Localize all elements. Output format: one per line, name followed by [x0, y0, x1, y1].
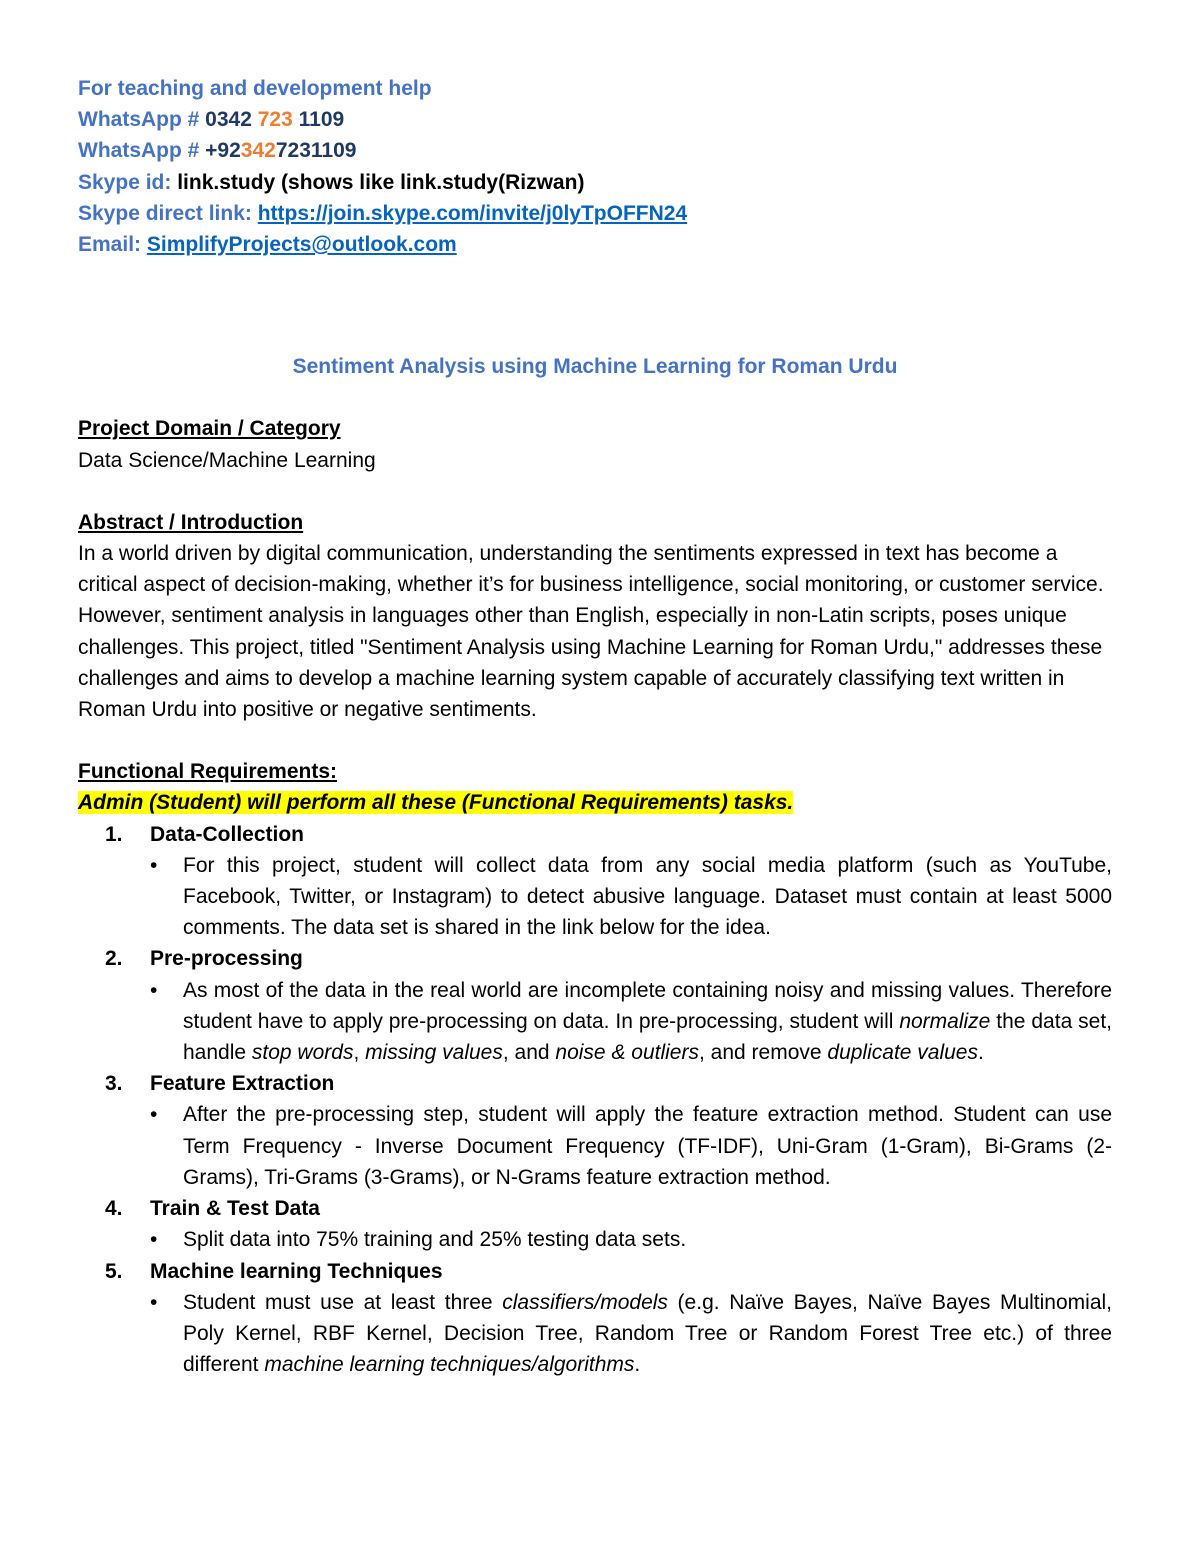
skype-link-line [78, 198, 1112, 229]
skype-id: link.study (shows like link.study(Rizwan) [177, 170, 585, 194]
bullet-text [150, 975, 1112, 1069]
skype-label: Skype id: [78, 170, 178, 194]
italic-run: noise & outliers [555, 1041, 699, 1065]
abstract-heading: Abstract / Introduction [78, 510, 304, 534]
italic-run: duplicate values [827, 1041, 978, 1065]
skype-id-line [78, 167, 1112, 198]
whatsapp-number-part: 342 [240, 139, 276, 163]
domain-heading: Project Domain / Category [78, 417, 341, 441]
bullet-text: • After the pre-processing step, student will apply the feature extraction method. Student can use Term Frequency - Inverse Document Frequency (TF-IDF), Uni-Gram (1-Gram), Bi-Grams (2-Grams), Tri-Grams (3-Grams), or N-Grams feature extraction method. [150, 1099, 1112, 1193]
requirements-list [78, 819, 1112, 1381]
text-run: , [353, 1041, 366, 1065]
item-title: Feature Extraction [150, 1072, 335, 1096]
text-run: Student must use at least three [183, 1290, 503, 1314]
abstract-text: In a world driven by digital communication, understanding the sentiments expressed in text has become a critical aspect of decision-making, whether it’s for business intelligence, social monitoring, or customer service. However, sentiment analysis in languages other than English, especially in non-Latin scripts, poses unique challenges. This project, titled "Sentiment Analysis using Machine Learning for Roman Urdu," addresses these challenges and aims to develop a machine learning system capable of accurately classifying text written in Roman Urdu into positive or negative sentiments. [78, 542, 1104, 722]
list-item [78, 1068, 1112, 1193]
text-run: As most of the data in the real world are incomplete containing noisy and missing values. Therefore student have to apply pre-processing on data. In pre-processing, student will [183, 978, 1112, 1033]
text-run: , and remove [698, 1041, 828, 1065]
whatsapp-number-part: 1109 [292, 108, 345, 132]
whatsapp-label: WhatsApp # [78, 108, 206, 132]
whatsapp-number-part: +92 [205, 139, 241, 163]
admin-highlight: Admin (Student) will perform all these (Functional Requirements) tasks. [78, 791, 794, 815]
item-number: 1. [105, 822, 123, 846]
text-run: the data set, handle [183, 1009, 1112, 1065]
help-line: For teaching and development help [78, 77, 432, 100]
whatsapp-number-part: 0342 [205, 108, 258, 132]
email-link[interactable]: SimplifyProjects@outlook.com [146, 233, 457, 257]
list-item [78, 1193, 1112, 1255]
whatsapp-number-part: 723 [257, 108, 293, 132]
item-number: 2. [105, 947, 123, 971]
item-number: 3. [105, 1072, 123, 1096]
skype-link-label: Skype direct link: [78, 201, 258, 225]
contact-block [78, 73, 1112, 260]
italic-run: machine learning techniques/algorithms [264, 1353, 635, 1377]
document-title: Sentiment Analysis using Machine Learning for Roman Urdu [292, 355, 898, 379]
item-title: Pre-processing [150, 947, 303, 971]
text-run: . [634, 1353, 641, 1377]
item-number: 5. [105, 1259, 123, 1283]
list-item [78, 1256, 1112, 1381]
whatsapp-number-part: 7231109 [275, 139, 357, 163]
whatsapp-label: WhatsApp # [78, 139, 206, 163]
bullet-text [150, 1287, 1112, 1381]
domain-text: Data Science/Machine Learning [78, 448, 376, 472]
whatsapp-line-1 [78, 104, 1112, 135]
text-run: (e.g. Naïve Bayes, Naïve Bayes Multinomial, Poly Kernel, RBF Kernel, Decision Tree, Random Tree or Random Forest Tree etc.) of three different [183, 1290, 1112, 1377]
bullet-text: • For this project, student will collect data from any social media platform (such as YouTube, Facebook, Twitter, or Instagram) to detect abusive language. Dataset must contain at least 5000 comments. The data set is shared in the link below for the idea. [150, 850, 1112, 944]
item-number: 4. [105, 1197, 123, 1221]
italic-run: stop words [251, 1041, 354, 1065]
list-item [78, 819, 1112, 944]
skype-link[interactable]: https://join.skype.com/invite/j0lyTpOFFN24 [257, 201, 688, 225]
bullet-text: • Split data into 75% training and 25% testing data sets. [150, 1224, 1112, 1255]
email-label: Email: [78, 233, 147, 257]
italic-run: normalize [899, 1009, 991, 1033]
item-title: Machine learning Techniques [150, 1259, 443, 1283]
italic-run: missing values [365, 1041, 503, 1065]
text-run: , and [502, 1041, 556, 1065]
document-page [78, 73, 1112, 1380]
functional-heading: Functional Requirements: [78, 760, 338, 784]
list-item [78, 943, 1112, 1068]
whatsapp-line-2 [78, 135, 1112, 166]
email-line [78, 229, 1112, 260]
item-title: Data-Collection [150, 822, 305, 846]
item-title: Train & Test Data [150, 1197, 320, 1221]
text-run: . [978, 1041, 984, 1065]
italic-run: classifiers/models [502, 1290, 668, 1314]
